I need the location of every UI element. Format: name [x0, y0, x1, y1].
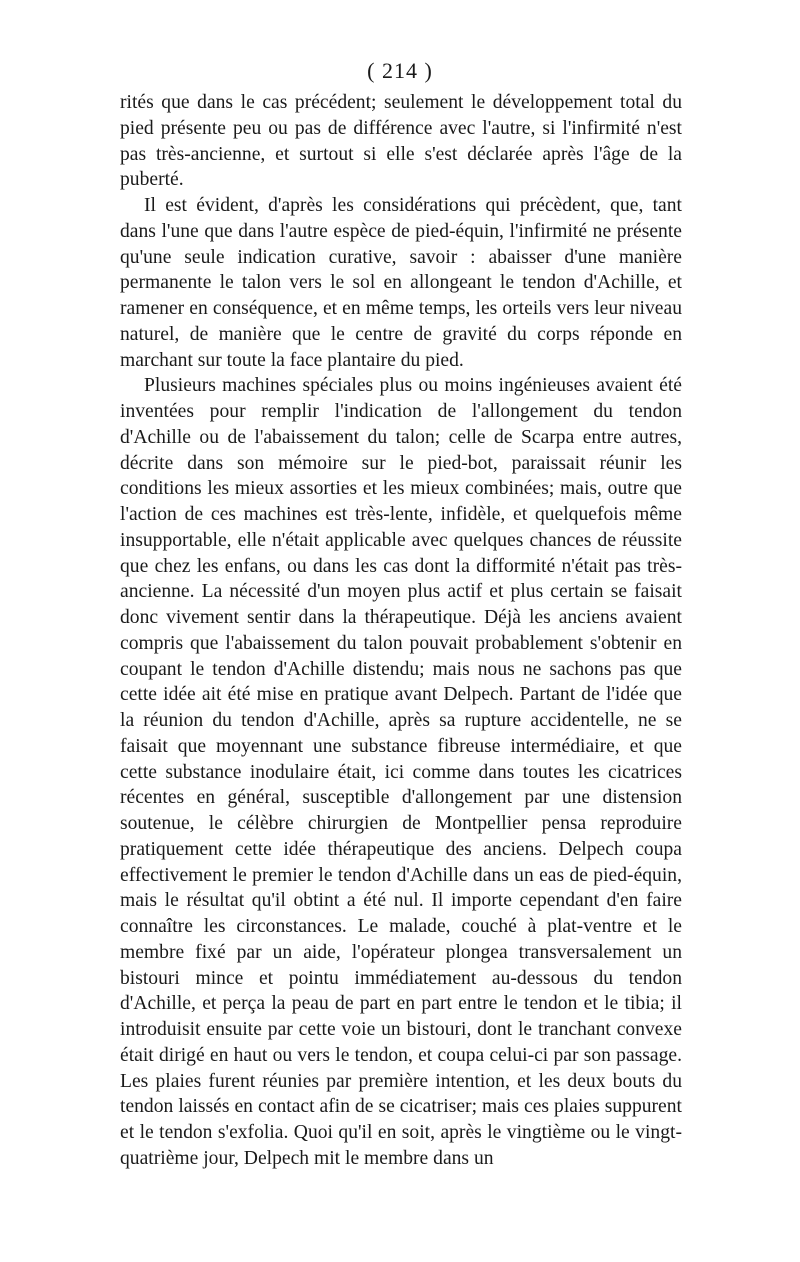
paragraph: Il est évident, d'après les considérations qui précèdent, que, tant dans l'une que dans l'autre espèce de pied-équin, l'infirmité ne présente qu'une seule indication curative, savoir : abaisser d'une manière permanente le talon vers le sol en allongeant le tendon d'Achille, et ramener en conséquence, et en même temps, les orteils vers leur niveau naturel, de manière que le centre de gravité du corps réponde en marchant sur toute la face plantaire du pied.: [120, 195, 682, 371]
page-number: ( 214 ): [367, 58, 433, 83]
paragraph: Plusieurs machines spéciales plus ou moins ingénieuses avaient été inventées pour remplir l'indication de l'allongement du tendon d'Achille ou de l'abaissement du talon; celle de Scarpa entre autres, décrite dans son mémoire sur le pied-bot, paraissait réunir les conditions les mieux assorties et les mieux combinées; mais, outre que l'action de ces machines est très-lente, infidèle, et quelquefois même insupportable, elle n'était applicable avec quelques chances de réussite que chez les enfans, ou dans les cas dont la difformité n'était pas très-ancienne. La nécessité d'un moyen plus actif et plus certain se faisait donc vivement sentir dans la thérapeutique. Déjà les anciens avaient compris que l'abaissement du talon pouvait probablement s'obtenir en coupant le tendon d'Achille distendu; mais nous ne sachons pas que cette idée ait été mise en pratique avant Delpech. Partant de l'idée que la réunion du tendon d'Achille, après sa rupture accidentelle, ne se faisait que moyennant une substance fibreuse intermédiaire, et que cette substance inodulaire était, ici comme dans toutes les cicatrices récentes en général, susceptible d'allongement par une distension soutenue, le célèbre chirurgien de Montpellier pensa reproduire pratiquement cette idée thérapeutique des anciens. Delpech coupa effectivement le premier le tendon d'Achille dans un eas de pied-équin, mais le résultat qu'il obtint a été nul. Il importe cependant d'en faire connaître les circonstances. Le malade, couché à plat-ventre et le membre fixé par un aide, l'opérateur plongea transversalement un bistouri mince et pointu immédiatement au-dessous du tendon d'Achille, et perça la peau de part en part entre le tendon et le tibia; il introduisit ensuite par cette voie un bistouri, dont le tranchant convexe était dirigé en haut ou vers le tendon, et coupa celui-ci par son passage. Les plaies furent réunies par première intention, et les deux bouts du tendon laissés en contact afin de se cicatriser; mais ces plaies suppurent et le tendon s'exfolia. Quoi qu'il en soit, après le vingtième ou le vingt-quatrième jour, Delpech mit le membre dans un: [120, 375, 682, 1169]
body-text: [120, 90, 682, 1172]
paragraph-continued: rités que dans le cas précédent; seulement le développement total du pied présente peu ou pas de différence avec l'autre, si l'infirmité n'est pas très-ancienne, et surtout si elle s'est déclarée après l'âge de la puberté.: [120, 92, 682, 191]
